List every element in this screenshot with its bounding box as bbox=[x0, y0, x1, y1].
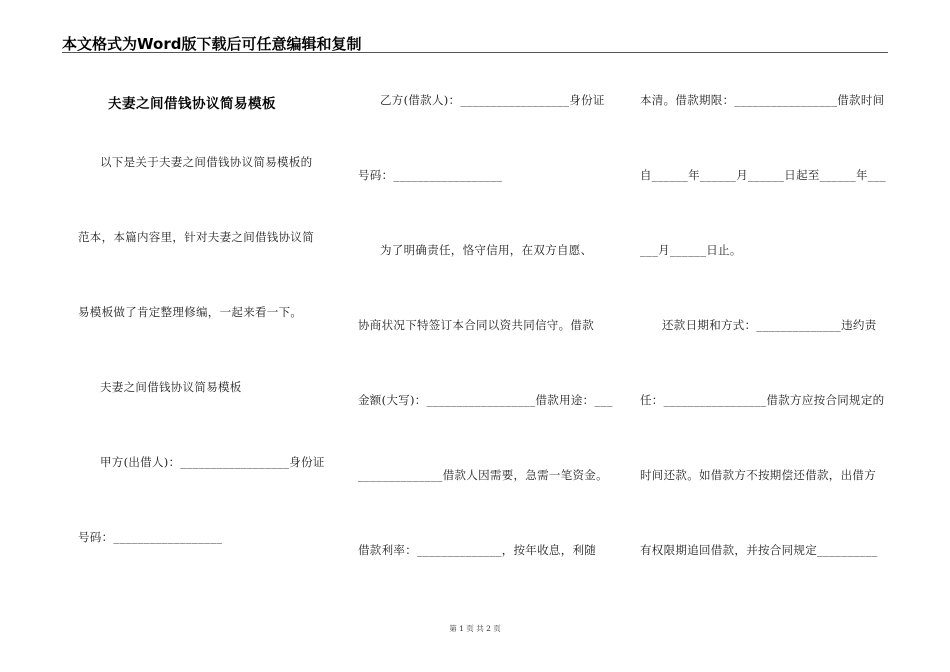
col3-line-6: 时间还款。如借款方不按期偿还借款，出借方 bbox=[640, 468, 876, 482]
col3-line-3: ___月______日止。 bbox=[640, 243, 742, 257]
col1-line-6: 甲方(出借人)：__________________身份证 bbox=[100, 455, 325, 469]
col2-line-3: 为了明确责任，恪守信用，在双方自愿、 bbox=[380, 243, 593, 257]
col2-line-1: 乙方(借款人)：__________________身份证 bbox=[380, 93, 605, 107]
col2-line-2: 号码：__________________ bbox=[358, 168, 503, 182]
document-title: 夫妻之间借钱协议简易模板 bbox=[108, 96, 276, 112]
col1-line-7: 号码：__________________ bbox=[78, 530, 223, 544]
col3-line-5: 任：_________________借款方应按合同规定的 bbox=[640, 393, 885, 407]
col2-line-5: 金额(大写)：__________________借款用途：___ bbox=[358, 393, 613, 407]
page-number-footer: 第 1 页 共 2 页 bbox=[449, 624, 501, 633]
col2-line-4: 协商状况下特签订本合同以资共同信守。借款 bbox=[358, 318, 594, 332]
col1-line-5: 夫妻之间借钱协议简易模板 bbox=[100, 380, 242, 394]
col2-line-6: ______________借款人因需要，急需一笔资金。 bbox=[358, 468, 608, 482]
col1-line-2: 以下是关于夫妻之间借钱协议简易模板的 bbox=[100, 155, 313, 169]
col2-line-7: 借款利率：______________，按年收息，利随 bbox=[358, 543, 597, 557]
col1-line-3: 范本，本篇内容里，针对夫妻之间借钱协议简 bbox=[78, 230, 314, 244]
col3-line-2: 自______年______月______日起至______年___ bbox=[640, 168, 886, 182]
col3-line-4: 还款日期和方式：______________违约责 bbox=[662, 318, 877, 332]
header-divider bbox=[62, 52, 888, 53]
col3-line-1: 本清。借款期限：_________________借款时间 bbox=[640, 93, 885, 107]
document-header: 本文格式为Word版下载后可任意编辑和复制 bbox=[62, 35, 362, 53]
col1-line-4: 易模板做了肯定整理修编，一起来看一下。 bbox=[78, 305, 303, 319]
col3-line-7: 有权限期追回借款，并按合同规定__________ bbox=[640, 543, 878, 557]
